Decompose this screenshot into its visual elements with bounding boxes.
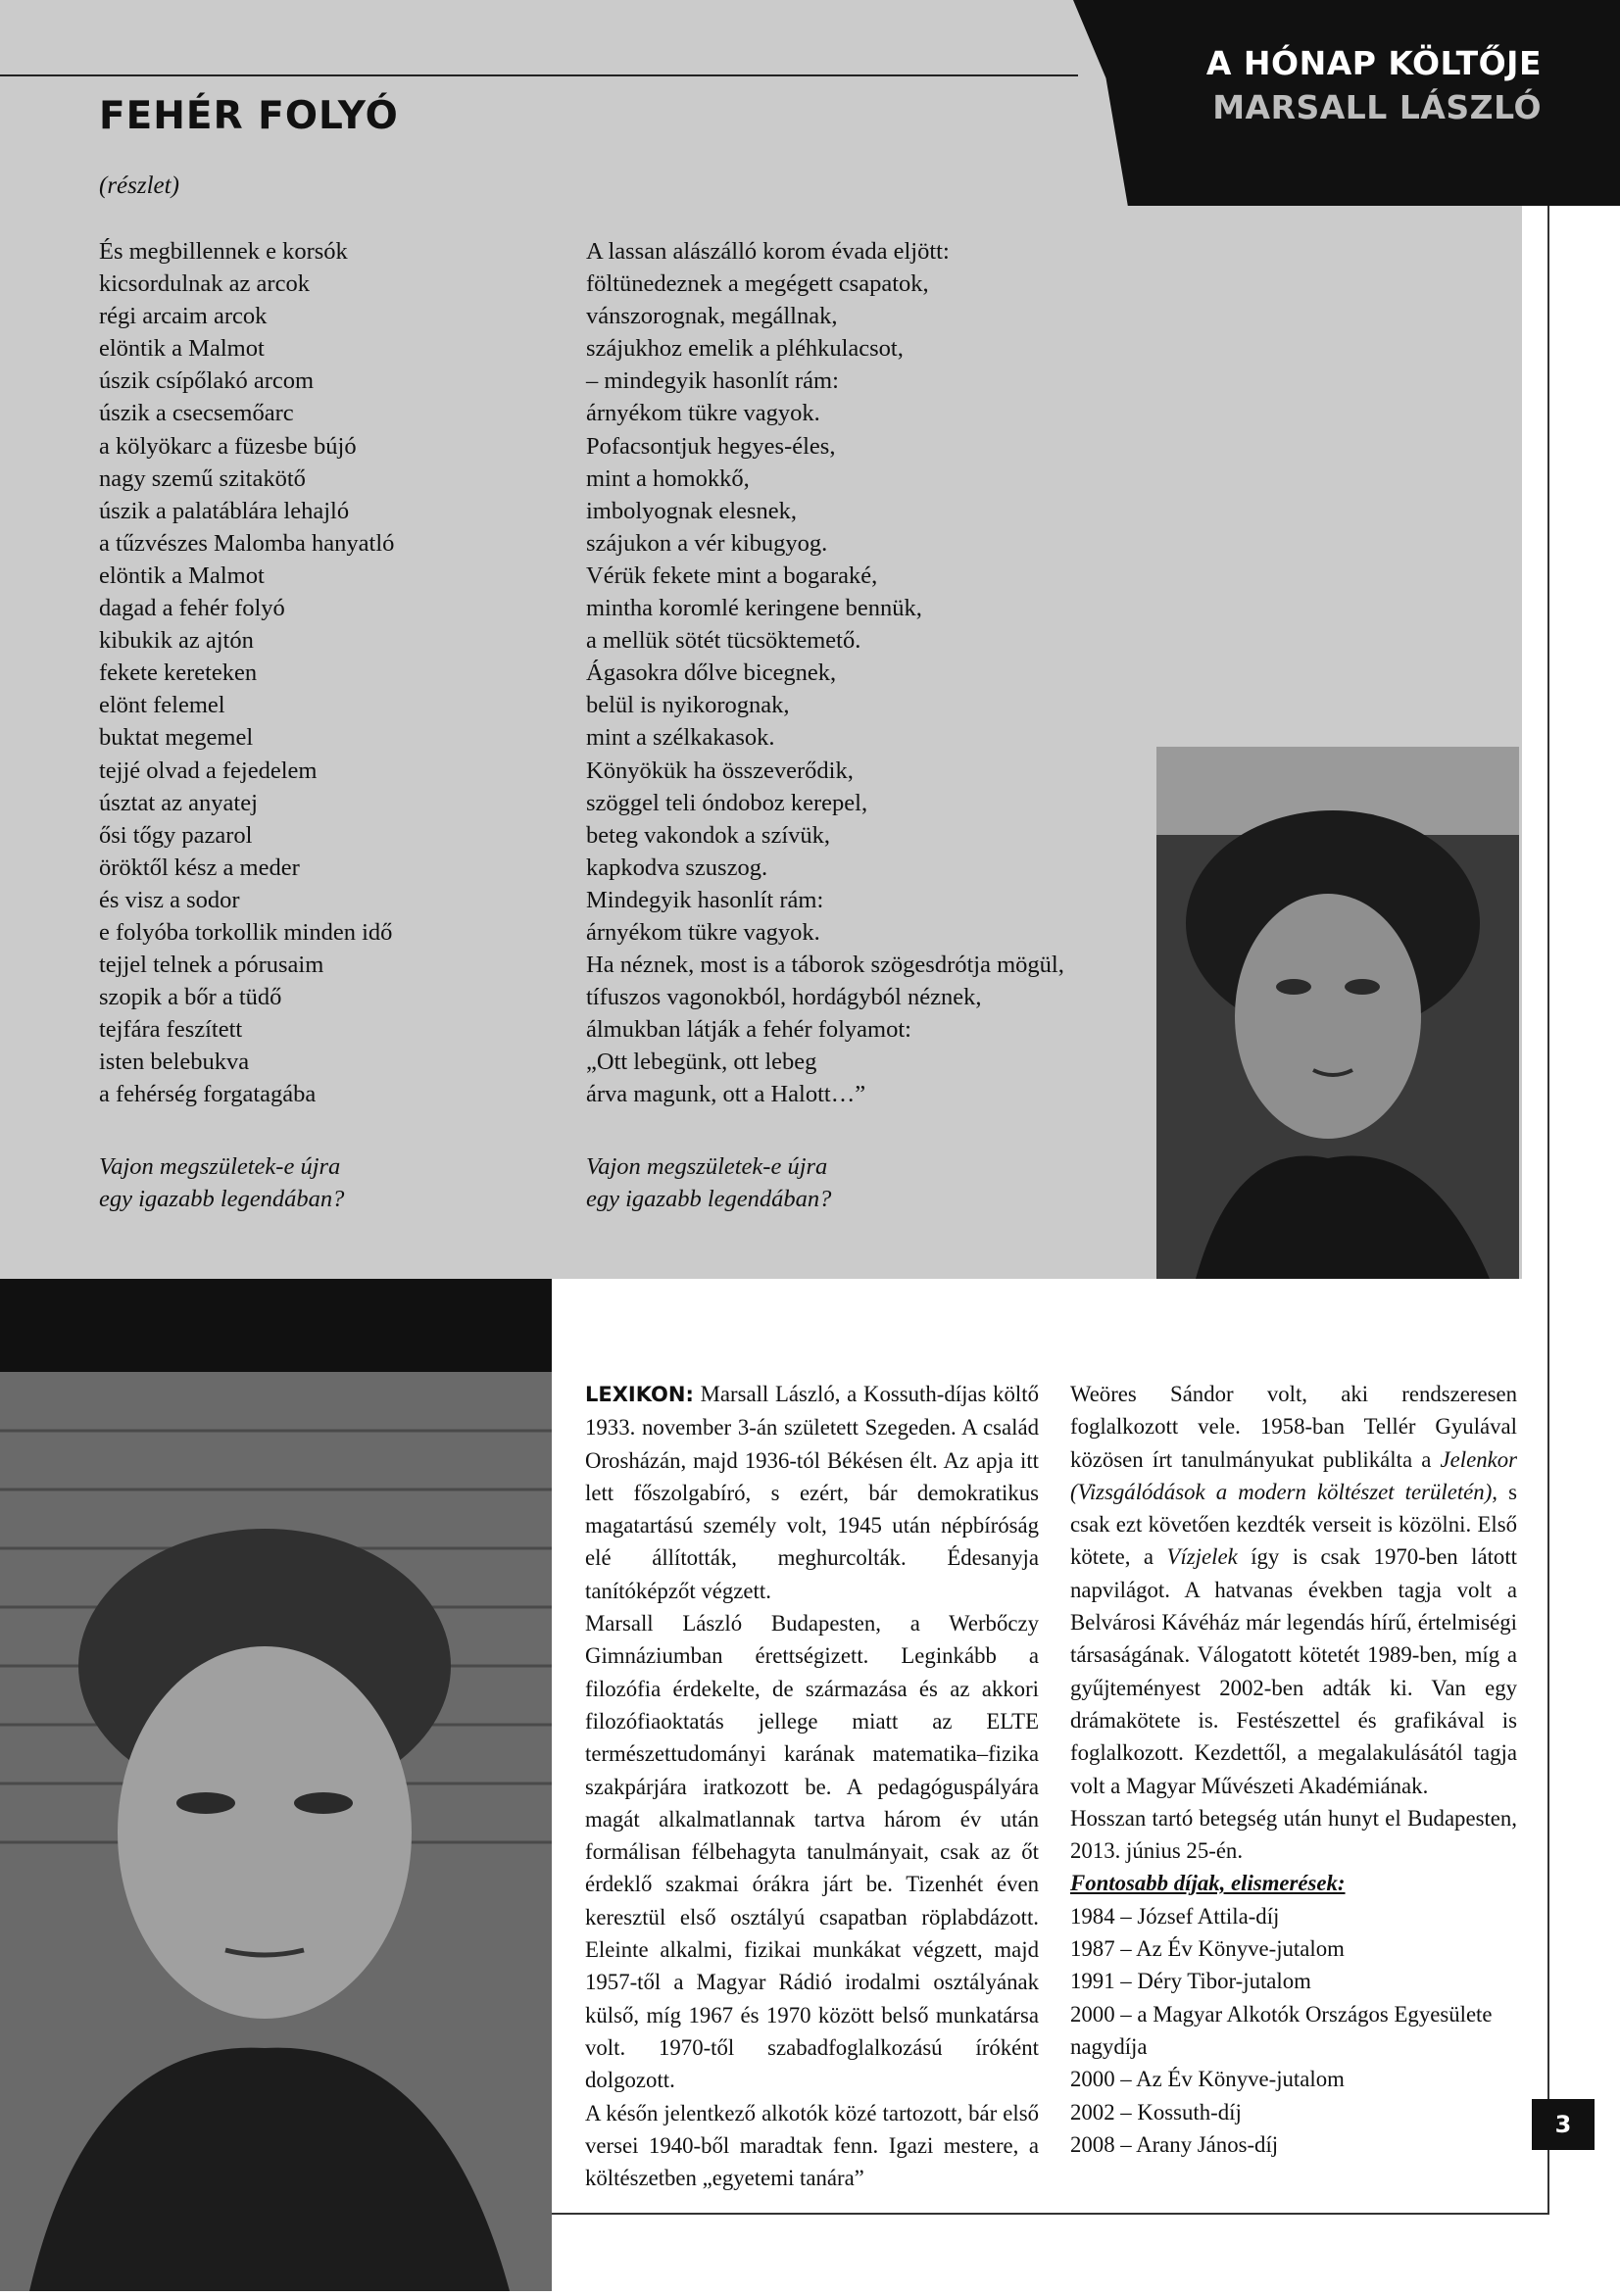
poem-title: FEHÉR FOLYÓ xyxy=(99,94,399,138)
lexikon-paragraph: Hosszan tartó betegség után hunyt el Budapesten, 2013. június 25-én. xyxy=(1070,1805,1517,1864)
poem-line: tejjé olvad a fejedelem xyxy=(99,757,318,784)
poem-line: isten belebukva xyxy=(99,1049,250,1076)
poem-line: buktat megemel xyxy=(99,724,254,752)
poem-line: úszik a palatáblára lehajló xyxy=(99,497,350,524)
award-item: 1984 – József Attila-díj xyxy=(1070,1903,1280,1929)
lexikon-label: LEXIKON: xyxy=(585,1383,694,1406)
award-item: 2008 – Arany János-díj xyxy=(1070,2131,1279,2157)
poem-line: úszik a csecsemőarc xyxy=(99,400,294,427)
poem-line: „Ott lebegünk, ott lebeg xyxy=(586,1049,817,1076)
poem-line: szájukon a vér kibugyog. xyxy=(586,529,828,557)
poem-line: elöntik a Malmot xyxy=(99,562,265,589)
poem-line: belül is nyikorognak, xyxy=(586,692,790,719)
poem-line: mint a homokkő, xyxy=(586,464,750,492)
awards-title: Fontosabb díjak, elismerések: xyxy=(1070,1871,1346,1896)
poem-line: Ágasokra dőlve bicegnek, xyxy=(586,659,837,687)
poem-line: e folyóba torkollik minden idő xyxy=(99,918,393,946)
poem-line: szájukhoz emelik a pléhkulacsot, xyxy=(586,335,904,363)
older-portrait-illustration xyxy=(0,1372,552,2291)
journal-title: Jelenkor (Vizsgálódások a modern költészet területén), xyxy=(1070,1446,1517,1504)
lexikon-paragraph: A későn jelentkező alkotók közé tartozott, bár első versei 1940-ből maradtak fenn. Igazi mestere, a költészetben „egyetemi tanára” xyxy=(585,2100,1039,2191)
page-number: 3 xyxy=(1554,2111,1572,2138)
closing-right xyxy=(586,1150,831,1215)
top-divider xyxy=(0,74,1078,76)
book-title: Vízjelek xyxy=(1166,1544,1238,1570)
poem-column-left xyxy=(99,235,394,1111)
poem-line: dagad a fehér folyó xyxy=(99,595,285,622)
awards-list xyxy=(1070,1900,1517,2161)
poem-line: Ha néznek, most is a táborok szögesdrótja mögül, xyxy=(586,952,1064,979)
poem-line: Mindegyik hasonlít rám: xyxy=(586,886,824,913)
closing-line: egy igazabb legendában? xyxy=(99,1186,345,1212)
award-item: 1991 – Déry Tibor-jutalom xyxy=(1070,1969,1311,1994)
poem-line: fekete kereteken xyxy=(99,659,258,687)
closing-left xyxy=(99,1150,344,1215)
closing-line: Vajon megszületek-e újra xyxy=(99,1153,341,1180)
award-item: 2002 – Kossuth-díj xyxy=(1070,2099,1242,2125)
poem-line: tífuszos vagonokból, hordágyból néznek, xyxy=(586,984,982,1011)
right-border-line xyxy=(1547,152,1549,2215)
portrait-illustration xyxy=(1156,747,1519,1279)
decorative-dark-band xyxy=(0,1279,552,1372)
poem-line: Könyökük ha összeverődik, xyxy=(586,757,854,784)
poem-line: imbolyognak elesnek, xyxy=(586,497,798,524)
poem-line: mintha koromlé keringene bennük, xyxy=(586,595,922,622)
poem-line: árnyékom tükre vagyok. xyxy=(586,400,820,427)
poem-line: szopik a bőr a tüdő xyxy=(99,984,282,1011)
poem-line: és visz a sodor xyxy=(99,886,240,913)
section-author: MARSALL LÁSZLÓ xyxy=(1212,88,1542,126)
poem-line: régi arcaim arcok xyxy=(99,303,268,330)
award-item: 1987 – Az Év Könyve-jutalom xyxy=(1070,1936,1345,1962)
poem-line: árva magunk, ott a Halott…” xyxy=(586,1081,866,1108)
poem-line: a fehérség forgatagába xyxy=(99,1081,317,1108)
poem-line: nagy szemű szitakötő xyxy=(99,464,306,492)
poem-line: Pofacsontjuk hegyes-éles, xyxy=(586,432,836,460)
poem-line: – mindegyik hasonlít rám: xyxy=(586,367,839,395)
poem-line: ősi tőgy pazarol xyxy=(99,821,253,849)
poem-line: úsztat az anyatej xyxy=(99,789,258,816)
closing-line: Vajon megszületek-e újra xyxy=(586,1153,828,1180)
poem-line: a mellük sötét tücsöktemető. xyxy=(586,627,861,655)
poem-line: elönt felemel xyxy=(99,692,225,719)
lexikon-column-left xyxy=(585,1378,1039,2194)
closing-line: egy igazabb legendában? xyxy=(586,1186,832,1212)
lexikon-text: így is csak 1970-ben látott napvilágot. A hatvanas években tagja volt a Belvárosi Kávéház már legendás hírű, értelmiségi társaságának. Válogatott kötetét 1989-ben, míg a gyűjteményest 2002-ben adták ki. Van egy drámakötete is. Festészettel és grafikával is foglalkozott. Kezdettől, a megalakulásától tagja volt a Magyar Művészeti Akadémiának. xyxy=(1070,1544,1517,1798)
poem-line: árnyékom tükre vagyok. xyxy=(586,918,820,946)
award-item: 2000 – Az Év Könyve-jutalom xyxy=(1070,2067,1345,2092)
author-photo-older xyxy=(0,1372,552,2291)
poem-line: álmukban látják a fehér folyamot: xyxy=(586,1016,911,1044)
poem-line: a tűzvészes Malomba hanyatló xyxy=(99,529,395,557)
lexikon-paragraph: Marsall László Budapesten, a Werbőczy Gimnáziumban érettségizett. Leginkább a filozófia érdekelte, de származása és az akkori filozófiaoktatás jellege miatt az ELTE természettudományi karának matematika–fizika szakpárjára iratkozott be. A pedagóguspályára magát alkalmatlannak tartva három év után formálisan félbehagyta tanulmányait, csak az őt érdeklő szakmai órákra járt be. Tizenhét éven keresztül első osztályú csapatban röplabdázott. Eleinte alkalmi, fizikai munkákat végzett, majd 1957-től a Magyar Rádió irodalmi osztályának külső, míg 1967 és 1970 között belső munkatársa volt. 1970-től szabadfoglalkozású íróként dolgozott. xyxy=(585,1611,1039,2093)
lexikon-column-right xyxy=(1070,1378,1517,2161)
author-photo-portrait xyxy=(1156,747,1519,1279)
lexikon-paragraph: Marsall László, a Kossuth-díjas költő 1933. november 3-án született Szegeden. A család Orosházán, majd 1936-tól Békésen élt. Az apja itt lett főszolgabíró, s ezért, bár demokratikus magatartású személy volt, 1945 után népbíróság elé állították, meghurcolták. Édesanyja tanítóképzőt végzett. xyxy=(585,1382,1040,1603)
poem-column-right xyxy=(586,235,1064,1111)
poem-subtitle: (részlet) xyxy=(99,172,179,199)
poem-line: a kölyökarc a füzesbe bújó xyxy=(99,432,357,460)
poem-line: mint a szélkakasok. xyxy=(586,724,775,752)
poem-line: elöntik a Malmot xyxy=(99,335,265,363)
poem-line: kibukik az ajtón xyxy=(99,627,254,655)
lexikon-text: Weöres Sándor volt, aki rendszeresen foglalkozott vele. 1958-ban Tellér Gyulával közösen írt tanulmányukat publikálta a xyxy=(1070,1382,1517,1472)
poem-line: kapkodva szuszog. xyxy=(586,854,768,881)
poem-line: föltünedeznek a megégett csapatok, xyxy=(586,270,929,298)
poem-line: kicsordulnak az arcok xyxy=(99,270,310,298)
poem-line: beteg vakondok a szívük, xyxy=(586,821,831,849)
section-title: A HÓNAP KÖLTŐJE xyxy=(1205,44,1542,82)
poem-line: tejjel telnek a pórusaim xyxy=(99,952,324,979)
poem-line: szöggel teli óndoboz kerepel, xyxy=(586,789,868,816)
poem-line: A lassan alászálló korom évada eljött: xyxy=(586,238,950,265)
poem-line: vánszorognak, megállnak, xyxy=(586,303,838,330)
poem-line: tejfára feszített xyxy=(99,1016,243,1044)
poem-line: öröktől kész a meder xyxy=(99,854,300,881)
poem-line: Vérük fekete mint a bogaraké, xyxy=(586,562,878,589)
lexikon-text: s csak ezt követően kezdték verseit is közölni. Első kötete, a xyxy=(1070,1479,1517,1570)
poem-line: úszik csípőlakó arcom xyxy=(99,367,315,395)
award-item: 2000 – a Magyar Alkotók Országos Egyesülete nagydíja xyxy=(1070,2001,1493,2059)
poem-line: És megbillennek e korsók xyxy=(99,238,348,265)
